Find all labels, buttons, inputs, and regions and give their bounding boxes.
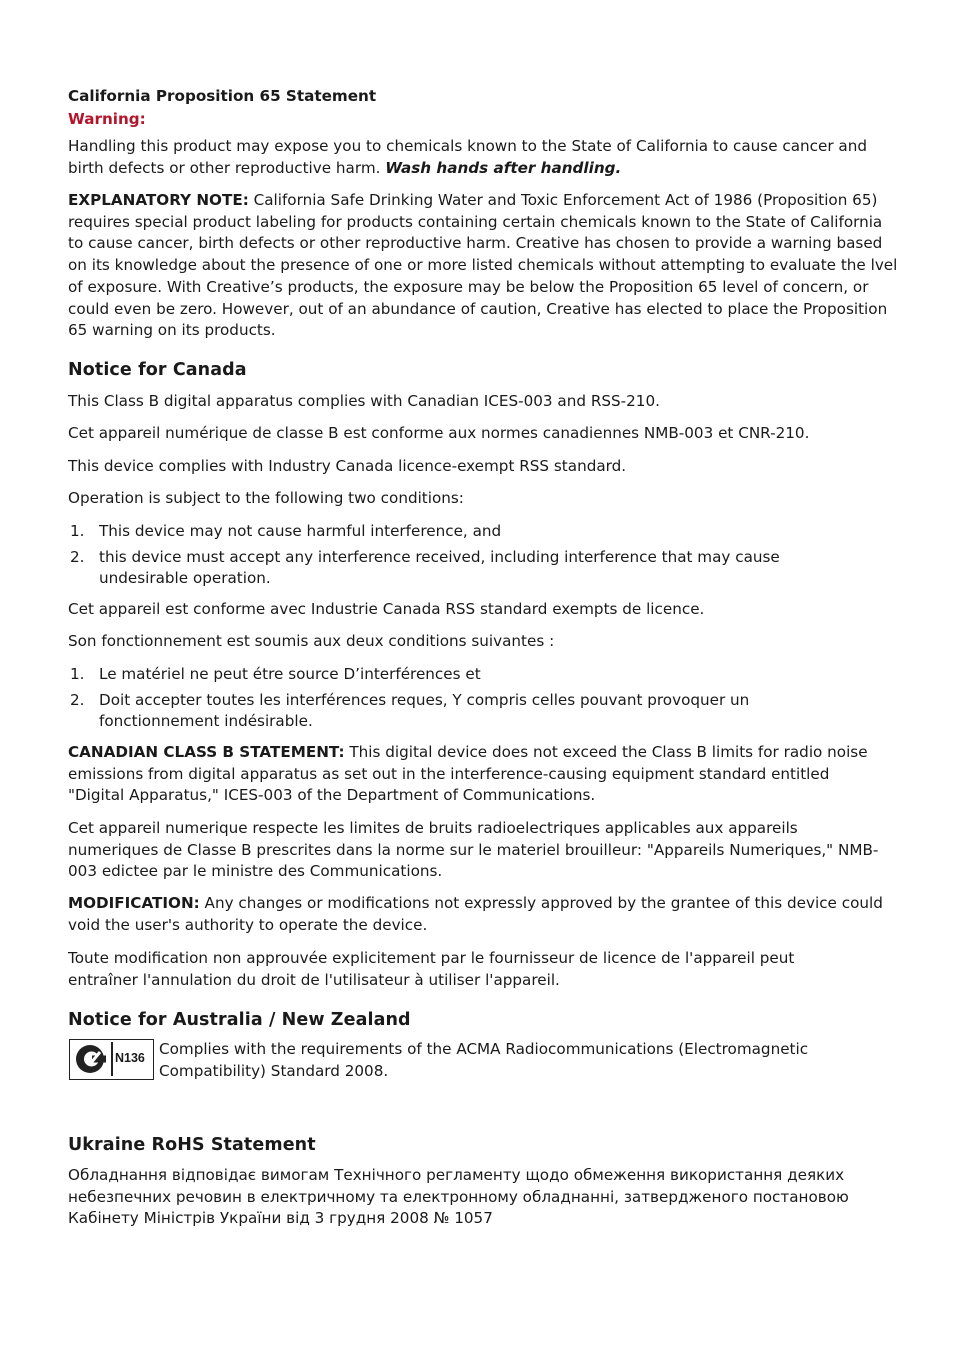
prop65-heading: California Proposition 65 Statement xyxy=(68,87,377,105)
list-item: 2. Doit accepter toutes les interférences reques, Y compris celles pouvant provoquer un fonctionnement indésirable. xyxy=(70,690,750,731)
prop65-explanatory-note: EXPLANATORY NOTE: California Safe Drinking Water and Toxic Enforcement Act of 1986 (Proposition 65) requires special product labeling for products containing certain chemicals known to the State of California to cause cancer, birth defects or other reproductive harm. Creative has chosen to provide a warning based on its knowledge about the presence of one or more listed chemicals without attempting to evaluate the lvel of exposure. With Creative’s products, the exposure may be below the Proposition 65 level of concern, or could even be zero. However, out of an abundance of caution, Creative has elected to place the Proposition 65 warning on its products. xyxy=(68,191,898,340)
list-item: 1. Le matériel ne peut étre source D’interférences et xyxy=(70,665,481,683)
rcm-compliance-logo xyxy=(69,1039,154,1080)
list-item: 1. This device may not cause harmful interference, and xyxy=(70,522,502,540)
supplier-code: N136 xyxy=(115,1051,145,1065)
canada-heading: Notice for Canada xyxy=(68,360,247,380)
modification-fr: Toute modification non approuvée explicitement par le fournisseur de licence de l'appareil peut entraîner l'annulation du droit de l'utilisateur à utiliser l'appareil. xyxy=(68,949,795,989)
canadian-class-b-fr: Cet appareil numerique respecte les limites de bruits radioelectriques applicables aux appareils numeriques de Classe B prescrites dans la norme sur le materiel brouilleur: "Appareils Numeriques," NMB-003 edictee par le ministre des Communications. xyxy=(68,819,879,881)
canada-p6: Son fonctionnement est soumis aux deux conditions suivantes : xyxy=(68,632,555,650)
canadian-class-b-statement: CANADIAN CLASS B STATEMENT: This digital device does not exceed the Class B limits for radio noise emissions from digital apparatus as set out in the interference-causing equipment standard entitled "Digital Apparatus," ICES-003 of the Department of Communications. xyxy=(68,743,868,805)
prop65-warning-text: Handling this product may expose you to chemicals known to the State of California to cause cancer and birth defects or other reproductive harm. Wash hands after handling. xyxy=(68,137,867,177)
canada-p2: Cet appareil numérique de classe B est conforme aux normes canadiennes NMB-003 et CNR-210. xyxy=(68,424,810,442)
modification-label: MODIFICATION: xyxy=(68,894,200,912)
list-item: 2. this device must accept any interference received, including interference that may cause undesirable operation. xyxy=(70,547,780,588)
ukraine-heading: Ukraine RoHS Statement xyxy=(68,1135,316,1155)
canada-p1: This Class B digital apparatus complies with Canadian ICES-003 and RSS-210. xyxy=(68,392,660,410)
ukraine-rohs-text: Обладнання відповідає вимогам Технічного регламенту щодо обмеження використання деяких небезпечних речовин в електричному та електронному обладнанні, затвердженого постановою Кабінету Міністрів України від 3 грудня 2008 № 1057 xyxy=(68,1166,849,1228)
canada-p4: Operation is subject to the following two conditions: xyxy=(68,489,464,507)
conditions-list-fr xyxy=(68,664,808,733)
wash-hands-emphasis: Wash hands after handling. xyxy=(385,158,622,177)
class-b-label: CANADIAN CLASS B STATEMENT: xyxy=(68,743,345,761)
canada-p5: Cet appareil est conforme avec Industrie Canada RSS standard exempts de licence. xyxy=(68,600,705,618)
explanatory-note-label: EXPLANATORY NOTE: xyxy=(68,191,249,209)
conditions-list-en xyxy=(68,521,808,590)
australia-heading: Notice for Australia / New Zealand xyxy=(68,1010,411,1030)
logo-divider xyxy=(111,1042,113,1076)
canada-p3: This device complies with Industry Canada licence-exempt RSS standard. xyxy=(68,457,627,475)
modification-statement: MODIFICATION: Any changes or modifications not expressly approved by the grantee of this device could void the user's authority to operate the device. xyxy=(68,894,883,934)
prop65-warning-label: Warning: xyxy=(68,110,146,128)
acma-compliance-text: Complies with the requirements of the ACMA Radiocommunications (Electromagnetic Compatibility) Standard 2008. xyxy=(159,1040,809,1080)
c-tick-icon xyxy=(70,1040,112,1078)
